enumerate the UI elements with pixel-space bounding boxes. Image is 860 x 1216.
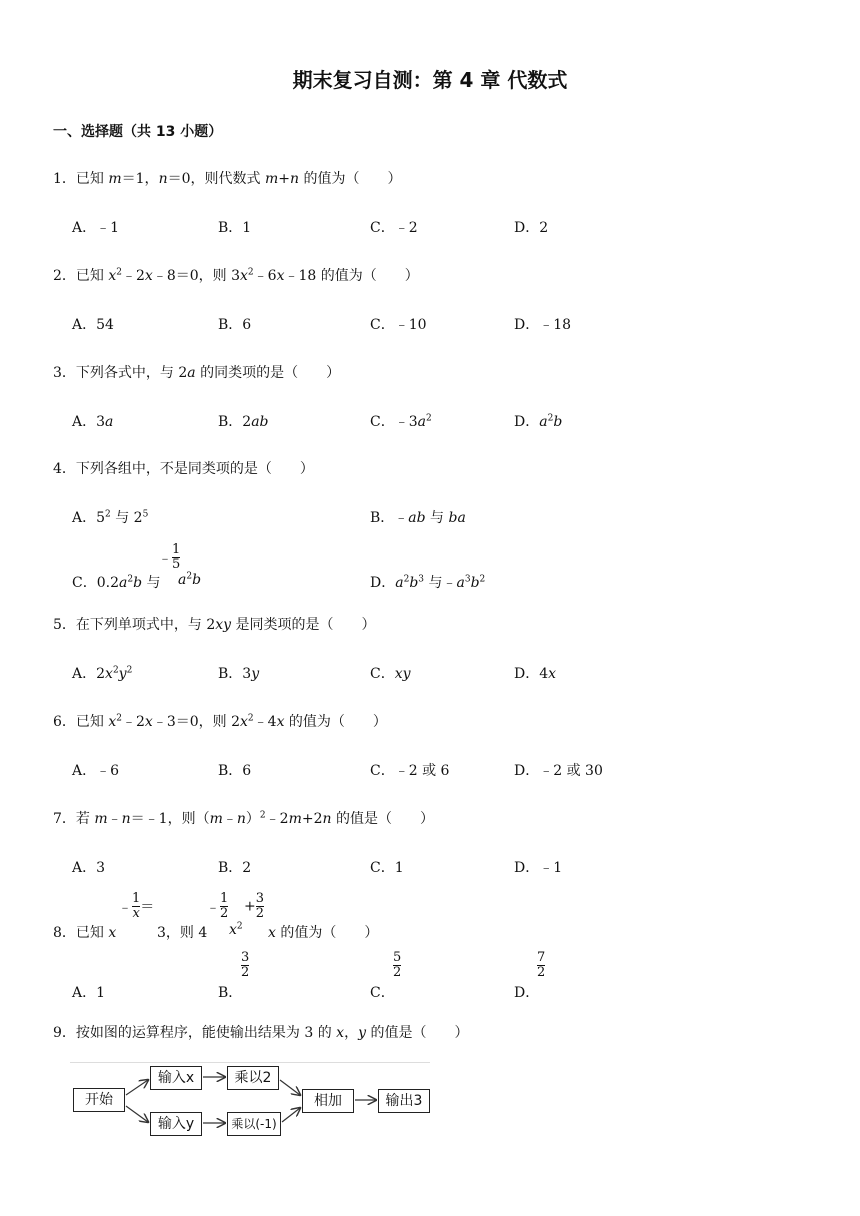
q8-option-c[interactable]: C． bbox=[370, 985, 395, 1001]
q8-frac-half: ﹣ $\frac{1}{2}$ bbox=[206, 891, 229, 921]
q6-option-a[interactable]: A．﹣6 bbox=[72, 763, 120, 779]
q5-option-d[interactable]: D．4x bbox=[514, 666, 557, 682]
q7-option-b[interactable]: B．2 bbox=[218, 860, 252, 876]
q7-option-a[interactable]: A．3 bbox=[72, 860, 106, 876]
q8-stem-mid: 3，则 4 bbox=[157, 925, 208, 941]
q1-option-b[interactable]: B．1 bbox=[218, 220, 252, 236]
q5-stem: 5．在下列单项式中，与 2xy 是同类项的是（ ） bbox=[53, 617, 376, 633]
q8-x2: $x^2$ bbox=[229, 921, 243, 938]
q3-stem: 3．下列各式中，与 2a 的同类项的是（ ） bbox=[53, 365, 341, 381]
section-heading: 一、选择题（共 13 小题） bbox=[53, 124, 223, 140]
q5-option-a[interactable]: A．$2x^2y^2$ bbox=[72, 665, 133, 682]
q4-option-d[interactable]: D．$a^2b^3$ 与$﹣a^3b^2$ bbox=[370, 574, 486, 591]
flow-add-box: 相加 bbox=[302, 1089, 354, 1113]
q3-option-d[interactable]: D．$a^2b$ bbox=[514, 413, 563, 430]
q3-option-c[interactable]: C．$﹣3a^2$ bbox=[370, 413, 432, 430]
q7-stem: 7．若 m﹣n＝﹣1，则（m﹣n）$^2$﹣2m+2n 的值是（ ） bbox=[53, 810, 434, 827]
q8-option-d[interactable]: D． bbox=[514, 985, 540, 1001]
q7-option-d[interactable]: D．﹣1 bbox=[514, 860, 563, 876]
q8-frac-1x: ﹣ $\frac{1}{x}$ ＝ bbox=[118, 891, 155, 921]
q8-option-d-frac: $\frac{7}{2}$ bbox=[537, 950, 546, 980]
q8-option-b-frac: $\frac{3}{2}$ bbox=[241, 950, 250, 980]
arrow-mul2-to-add bbox=[280, 1080, 300, 1095]
flow-mul2-box: 乘以2 bbox=[227, 1066, 279, 1090]
q9-stem: 9．按如图的运算程序，能使输出结果为 3 的 x，y 的值是（ ） bbox=[53, 1025, 469, 1041]
flow-input-x-box: 输入x bbox=[150, 1066, 202, 1090]
q4-option-c[interactable]: C．$0.2a^2b$ 与 bbox=[72, 574, 161, 591]
flow-output-box: 输出3 bbox=[378, 1089, 430, 1113]
q5-option-b[interactable]: B．3y bbox=[218, 666, 260, 682]
q8-stem-pre: 8．已知 x bbox=[53, 925, 117, 941]
q2-option-d[interactable]: D．﹣18 bbox=[514, 317, 572, 333]
flow-start-box: 开始 bbox=[73, 1088, 125, 1112]
q4-stem: 4．下列各组中，不是同类项的是（ ） bbox=[53, 461, 314, 477]
q8-option-b[interactable]: B． bbox=[218, 985, 243, 1001]
q2-option-c[interactable]: C．﹣10 bbox=[370, 317, 427, 333]
page-title: 期末复习自测：第 4 章 代数式 bbox=[292, 68, 568, 92]
flow-mulneg1-box: 乘以(-1) bbox=[227, 1112, 281, 1136]
q1-option-c[interactable]: C．﹣2 bbox=[370, 220, 418, 236]
q4-option-c-frac: ﹣ $\frac{1}{5}$ bbox=[158, 542, 181, 572]
q1-option-a[interactable]: A．﹣1 bbox=[72, 220, 120, 236]
arrow-mulneg1-to-add bbox=[282, 1108, 300, 1122]
q6-stem: 6．已知 $x^2﹣2x﹣3=0$，则 $2x^2﹣4x$ 的值为（ ） bbox=[53, 713, 387, 730]
q7-option-c[interactable]: C．1 bbox=[370, 860, 404, 876]
q1-option-d[interactable]: D．2 bbox=[514, 220, 549, 236]
q2-option-b[interactable]: B．6 bbox=[218, 317, 252, 333]
q2-stem: 2．已知 $x^2﹣2x﹣8=0$，则 $3x^2﹣6x﹣18$ 的值为（ ） bbox=[53, 267, 419, 284]
q8-option-a[interactable]: A．1 bbox=[72, 985, 106, 1001]
q8-frac-3half: + $\frac{3}{2}$ bbox=[244, 891, 265, 921]
q1-stem: 1．已知 m＝1，n＝0，则代数式 m+n 的值为（ ） bbox=[53, 171, 402, 187]
q4-option-a[interactable]: A．$5^2$ 与 $2^5$ bbox=[72, 509, 149, 526]
arrow-start-to-x bbox=[126, 1080, 148, 1095]
q6-option-d[interactable]: D．﹣2 或 30 bbox=[514, 763, 603, 779]
q4-option-b[interactable]: B．﹣ab 与 ba bbox=[370, 510, 466, 526]
q5-option-c[interactable]: C．xy bbox=[370, 666, 411, 682]
q4-option-c-tail: $a^2b$ bbox=[178, 571, 202, 588]
q6-option-c[interactable]: C．﹣2 或 6 bbox=[370, 763, 450, 779]
q3-option-a[interactable]: A．3a bbox=[72, 414, 114, 430]
q2-option-a[interactable]: A．54 bbox=[72, 317, 114, 333]
q8-stem-post: x 的值为（ ） bbox=[268, 925, 379, 941]
flow-input-y-box: 输入y bbox=[150, 1112, 202, 1136]
q8-option-c-frac: $\frac{5}{2}$ bbox=[393, 950, 402, 980]
q6-option-b[interactable]: B．6 bbox=[218, 763, 252, 779]
q3-option-b[interactable]: B．2ab bbox=[218, 414, 269, 430]
arrow-start-to-y bbox=[126, 1106, 148, 1122]
